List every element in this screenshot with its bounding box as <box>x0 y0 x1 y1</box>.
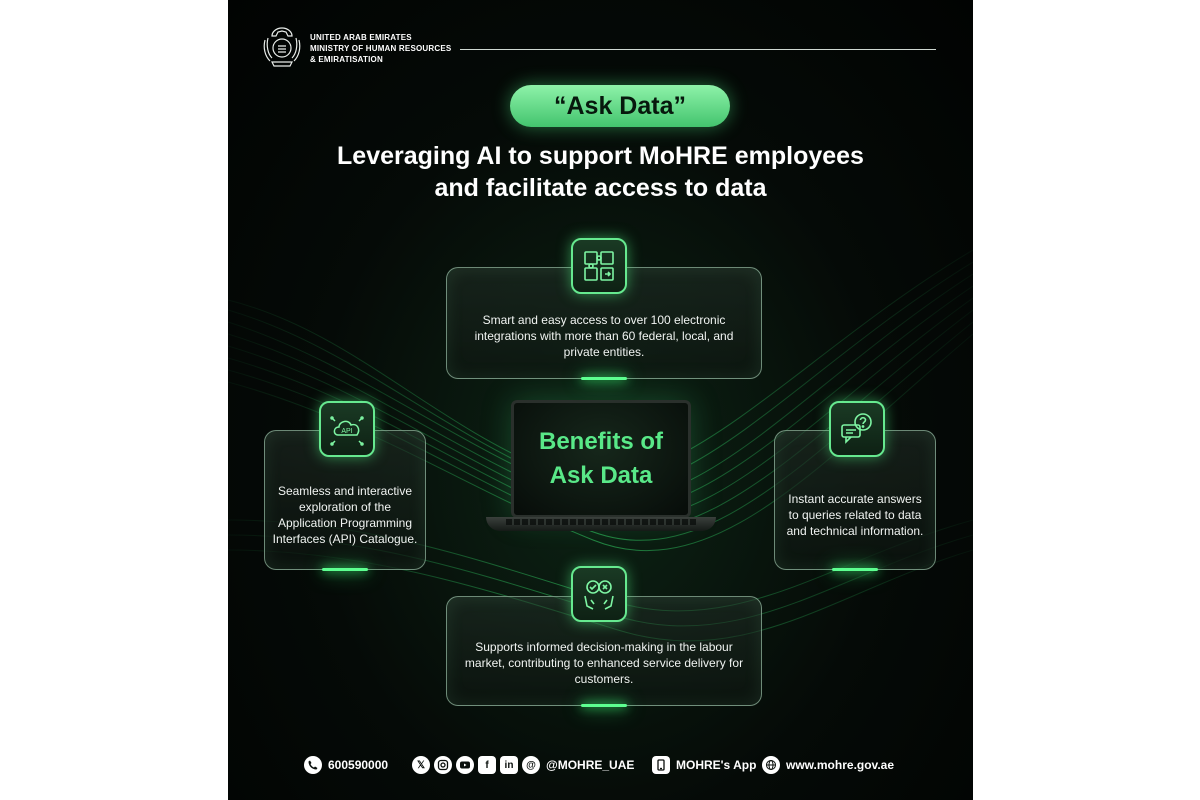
chat-question-icon <box>829 401 885 457</box>
benefit-text-decisions: Supports informed decision-making in the labour market, contributing to enhanced service delivery for customers. <box>464 640 744 686</box>
poster <box>228 0 973 800</box>
laptop-keyboard <box>506 519 696 525</box>
benefit-text-answers: Instant accurate answers to queries related to data and technical information. <box>786 492 924 538</box>
footer-bar <box>228 752 973 778</box>
card-glow-accent <box>581 377 627 380</box>
api-cloud-icon <box>319 401 375 457</box>
youtube-icon[interactable] <box>456 756 474 774</box>
ministry-line-3: & EMIRATISATION <box>310 54 383 64</box>
social-links <box>412 752 634 778</box>
svg-text:API: API <box>341 428 353 435</box>
ministry-name <box>310 32 451 65</box>
ministry-line-1: UNITED ARAB EMIRATES <box>310 32 412 42</box>
ministry-line-2: MINISTRY OF HUMAN RESOURCES <box>310 43 452 53</box>
phone-number: 600590000 <box>328 758 389 772</box>
decision-hands-icon <box>571 566 627 622</box>
facebook-icon[interactable]: f <box>478 756 496 774</box>
social-handle: @MOHRE_UAE <box>546 758 635 772</box>
footer-website[interactable] <box>762 752 894 778</box>
footer-phone[interactable] <box>304 752 388 778</box>
ask-data-pill: “Ask Data” <box>510 85 730 127</box>
card-glow-accent <box>832 568 878 571</box>
card-glow-accent <box>322 568 368 571</box>
instagram-icon[interactable] <box>434 756 452 774</box>
benefits-title <box>539 425 663 493</box>
app-label: MOHRE's App <box>676 758 757 772</box>
linkedin-icon[interactable]: in <box>500 756 518 774</box>
ministry-header <box>262 24 451 72</box>
benefits-title-line-2: Ask Data <box>549 462 653 489</box>
header-divider <box>460 49 936 50</box>
phone-icon <box>304 756 322 774</box>
footer-app[interactable] <box>652 752 756 778</box>
mobile-phone-icon <box>652 756 670 774</box>
x-twitter-icon[interactable]: 𝕏 <box>412 756 430 774</box>
card-glow-accent <box>581 704 627 707</box>
uae-emblem-logo <box>262 24 302 72</box>
headline-line-1: Leveraging AI to support MoHRE employees <box>337 142 864 170</box>
benefit-text-api: Seamless and interactive exploration of the Application Programming Interfaces (API) Catalogue. <box>272 484 418 546</box>
laptop-screen <box>511 400 691 518</box>
benefits-title-line-1: Benefits of <box>538 428 663 455</box>
benefit-text-integrations: Smart and easy access to over 100 electronic integrations with more than 60 federal, local, and private entities. <box>474 313 734 359</box>
headline <box>288 140 913 204</box>
puzzle-integration-icon <box>571 238 627 294</box>
website-url: www.mohre.gov.ae <box>786 758 895 772</box>
headline-line-2: and facilitate access to data <box>434 174 767 202</box>
threads-icon[interactable]: @ <box>522 756 540 774</box>
globe-icon <box>762 756 780 774</box>
